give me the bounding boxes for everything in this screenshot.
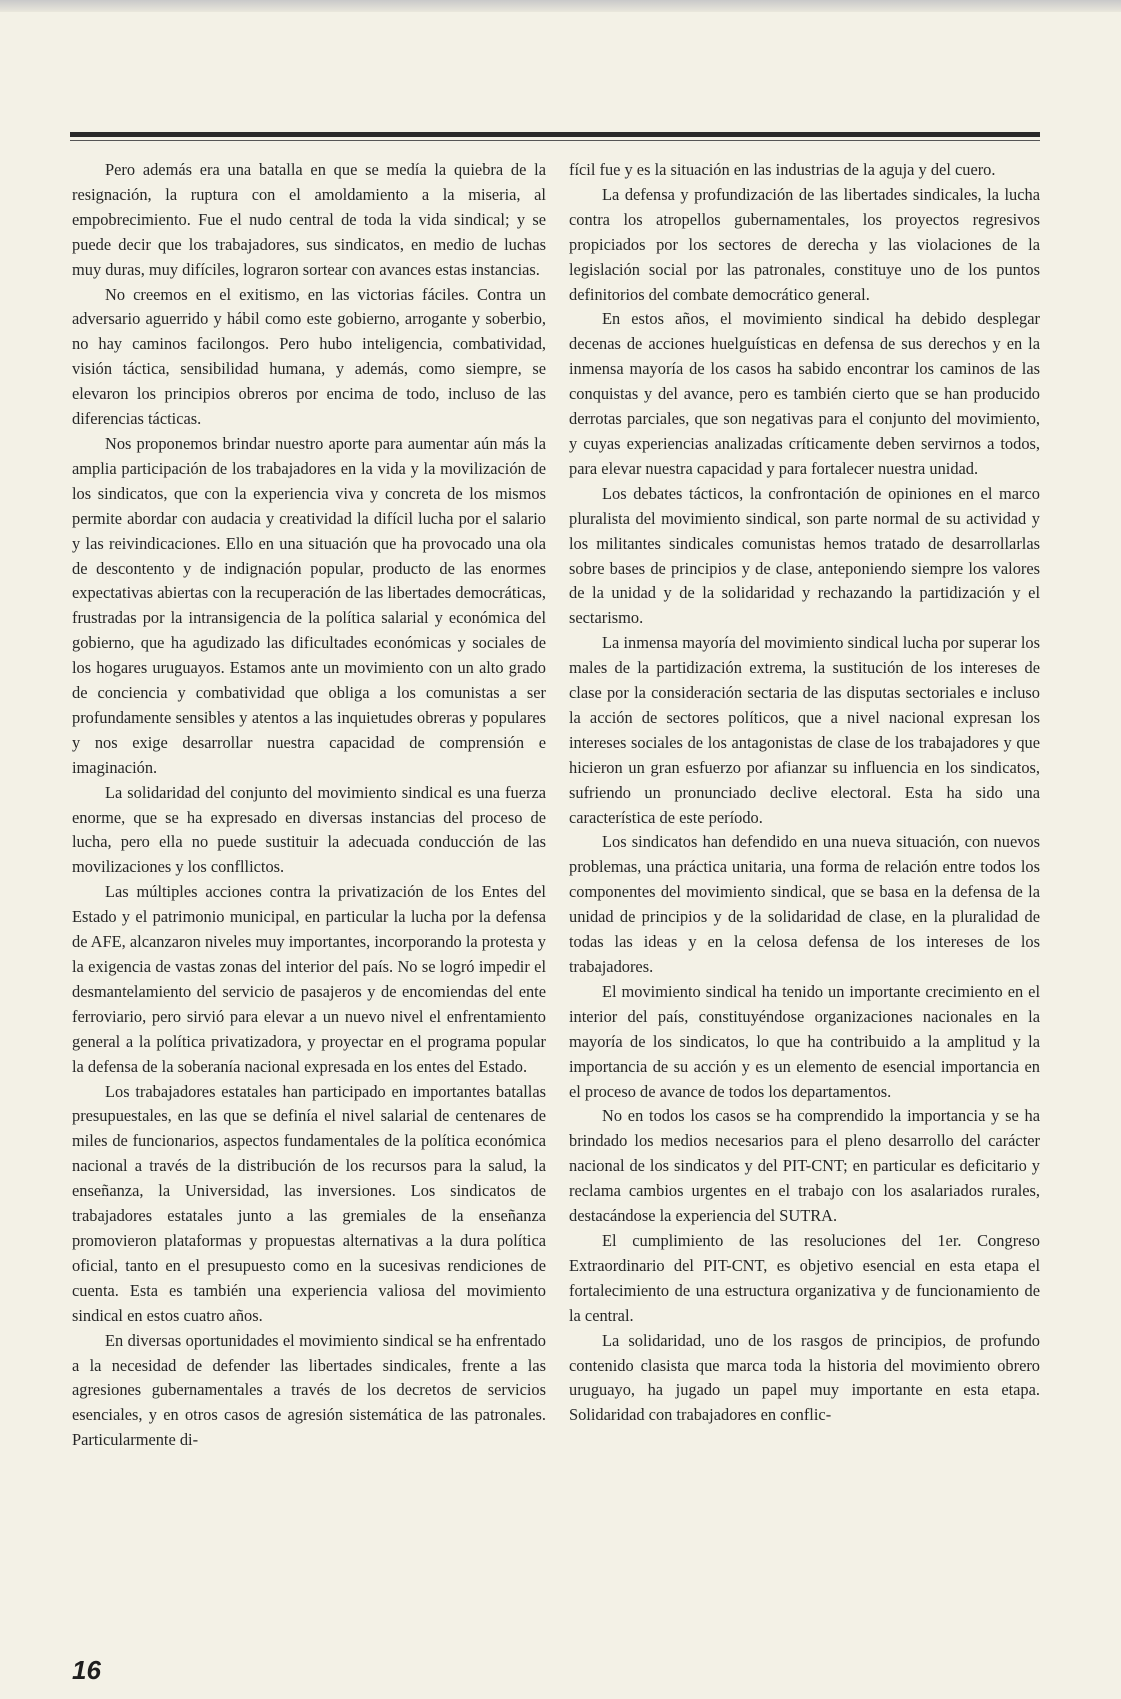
header-rule-thin: [70, 140, 1040, 141]
paragraph: Nos proponemos brindar nuestro aporte para aumentar aún más la amplia participación de los trabajadores en la vida y la movilización de los sindicatos, que con la experiencia viva y concreta de los mismos permite abordar con audacia y creatividad la difícil lucha por el salario y las reivindicaciones. Ello en una situación que ha provocado una ola de descontento y de indignación popular, producto de las enormes expectativas abiertas con la recuperación de las libertades democráticas, frustradas por la intransigencia de la política salarial y económica del gobierno, que ha agudizado las dificultades económicas y sociales de los hogares uruguayos. Estamos ante un movimiento con un alto grado de conciencia y combatividad que obliga a los comunistas a ser profundamente sensibles y atentos a las inquietudes obreras y populares y nos exige desarrollar nuestra capacidad de comprensión e imaginación.: [72, 433, 546, 777]
header-rule: [70, 132, 1040, 137]
paragraph: En diversas oportunidades el movimiento sindical se ha enfrentado a la necesidad de defender las libertades sindicales, frente a las agresiones gubernamentales a través de los decretos de servicios esenciales, y en otros casos de agresión sistemática de las patronales. Particularmente di-: [72, 1330, 546, 1450]
paragraph: Pero además era una batalla en que se medía la quiebra de la resignación, la ruptura con el amoldamiento a la miseria, al empobrecimiento. Fue el nudo central de toda la vida sindical; y se puede decir que los trabajadores, sus sindicatos, en medio de luchas muy duras, muy difíciles, lograron sortear con avances estas instancias.: [72, 160, 546, 279]
left-column: [72, 158, 546, 1453]
paragraph: Las múltiples acciones contra la privatización de los Entes del Estado y el patrimonio municipal, en particular la lucha por la defensa de AFE, alcanzaron niveles muy importantes, incorporando la protesta y la exigencia de vastas zonas del interior del país. No se logró impedir el desmantelamiento del servicio de pasajeros y de encomiendas del ente ferroviario, pero sirvió para elevar a un nuevo nivel el enfrentamiento general a la política privatizadora, y proyectar en el programa popular la defensa de la soberanía nacional expresada en los entes del Estado.: [72, 882, 546, 1076]
scan-edge-shadow: [0, 0, 1121, 12]
paragraph: La defensa y profundización de las libertades sindicales, la lucha contra los atropellos gubernamentales, los proyectos regresivos propiciados por los sectores de derecha y las violaciones de la legislación social por las patronales, constituye uno de los puntos definitorios del combate democrático general.: [569, 184, 1040, 304]
paragraph: En estos años, el movimiento sindical ha debido desplegar decenas de acciones huelguísticas en defensa de sus derechos y en la inmensa mayoría de los casos ha sabido encontrar los caminos de las conquistas y del avance, pero es también cierto que se han producido derrotas parciales, que son negativas para el conjunto del movimiento, y cuyas experiencias analizadas críticamente deben servirnos a todos, para elevar nuestra capacidad y para fortalecer nuestra unidad.: [569, 309, 1040, 478]
paragraph: La inmensa mayoría del movimiento sindical lucha por superar los males de la partidización extrema, la sustitución de los intereses de clase por la consideración sectaria de las disputas sectoriales e incluso la acción de sectores políticos, que a nivel nacional expresan los intereses sociales de los antagonistas de clase de los trabajadores y que hicieron un gran esfuerzo por afianzar su influencia en los sindicatos, sufriendo un pronunciado declive electoral. Esta ha sido una característica de este período.: [569, 633, 1040, 827]
paragraph: El cumplimiento de las resoluciones del 1er. Congreso Extraordinario del PIT-CNT, es objetivo esencial en esta etapa el fortalecimiento de una estructura organizativa y de funcionamiento de la central.: [569, 1230, 1040, 1325]
page-number: 16: [72, 1655, 101, 1685]
paragraph-continued: fícil fue y es la situación en las industrias de la aguja y del cuero.: [569, 160, 996, 179]
paragraph: Los trabajadores estatales han participado en importantes batallas presupuestales, en las que se definía el nivel salarial de centenares de miles de funcionarios, aspectos fundamentales de la política económica nacional a través de la distribución de los recursos para la salud, la enseñanza, la Universidad, las inversiones. Los sindicatos de trabajadores estatales junto a las gremiales de la enseñanza promovieron plataformas y propuestas alternativas a la dura política oficial, tanto en el presupuesto como en la sucesivas rendiciones de cuenta. Esta es también una experiencia valiosa del movimiento sindical en estos cuatro años.: [72, 1081, 546, 1325]
paragraph: La solidaridad del conjunto del movimiento sindical es una fuerza enorme, que se ha expresado en diversas instancias del proceso de lucha, pero ella no puede sustituir la adecuada conducción de las movilizaciones y los confllictos.: [72, 782, 546, 877]
paragraph: Los debates tácticos, la confrontación de opiniones en el marco pluralista del movimiento sindical, son parte normal de su actividad y los militantes sindicales comunistas hemos tratado de desarrollarlas sobre bases de principios y de clase, anteponiendo siempre los valores de la unidad y de la solidaridad y rechazando la partidización y el sectarismo.: [569, 483, 1040, 628]
paragraph: El movimiento sindical ha tenido un importante crecimiento en el interior del país, constituyéndose organizaciones nacionales en la mayoría de los sindicatos, lo que ha contribuido a la amplitud y la importancia de su acción y es un elemento de esencial importancia en el proceso de avance de todos los departamentos.: [569, 981, 1040, 1101]
paragraph: No en todos los casos se ha comprendido la importancia y se ha brindado los medios necesarios para el pleno desarrollo del carácter nacional de los sindicatos y del PIT-CNT; en particular es deficitario y reclama cambios urgentes en el trabajo con los asalariados rurales, destacándose la experiencia del SUTRA.: [569, 1106, 1040, 1226]
right-column: [569, 158, 1040, 1428]
paragraph: La solidaridad, uno de los rasgos de principios, de profundo contenido clasista que marca toda la historia del movimiento obrero uruguayo, ha jugado un papel muy importante en esta etapa. Solidaridad con trabajadores en conflic-: [569, 1330, 1040, 1425]
paragraph: No creemos en el exitismo, en las victorias fáciles. Contra un adversario aguerrido y hábil como este gobierno, arrogante y soberbio, no hay caminos facilongos. Pero hubo inteligencia, combatividad, visión táctica, sensibilidad humana, y además, como siempre, se elevaron los principios obreros por encima de todo, incluso de las diferencias tácticas.: [72, 284, 546, 429]
paragraph: Los sindicatos han defendido en una nueva situación, con nuevos problemas, una práctica unitaria, una forma de relación entre todos los componentes del movimiento sindical, que se basa en la defensa de la unidad de principios y de la solidaridad de clase, en la pluralidad de todas las ideas y en la celosa defensa de los intereses de los trabajadores.: [569, 832, 1040, 976]
